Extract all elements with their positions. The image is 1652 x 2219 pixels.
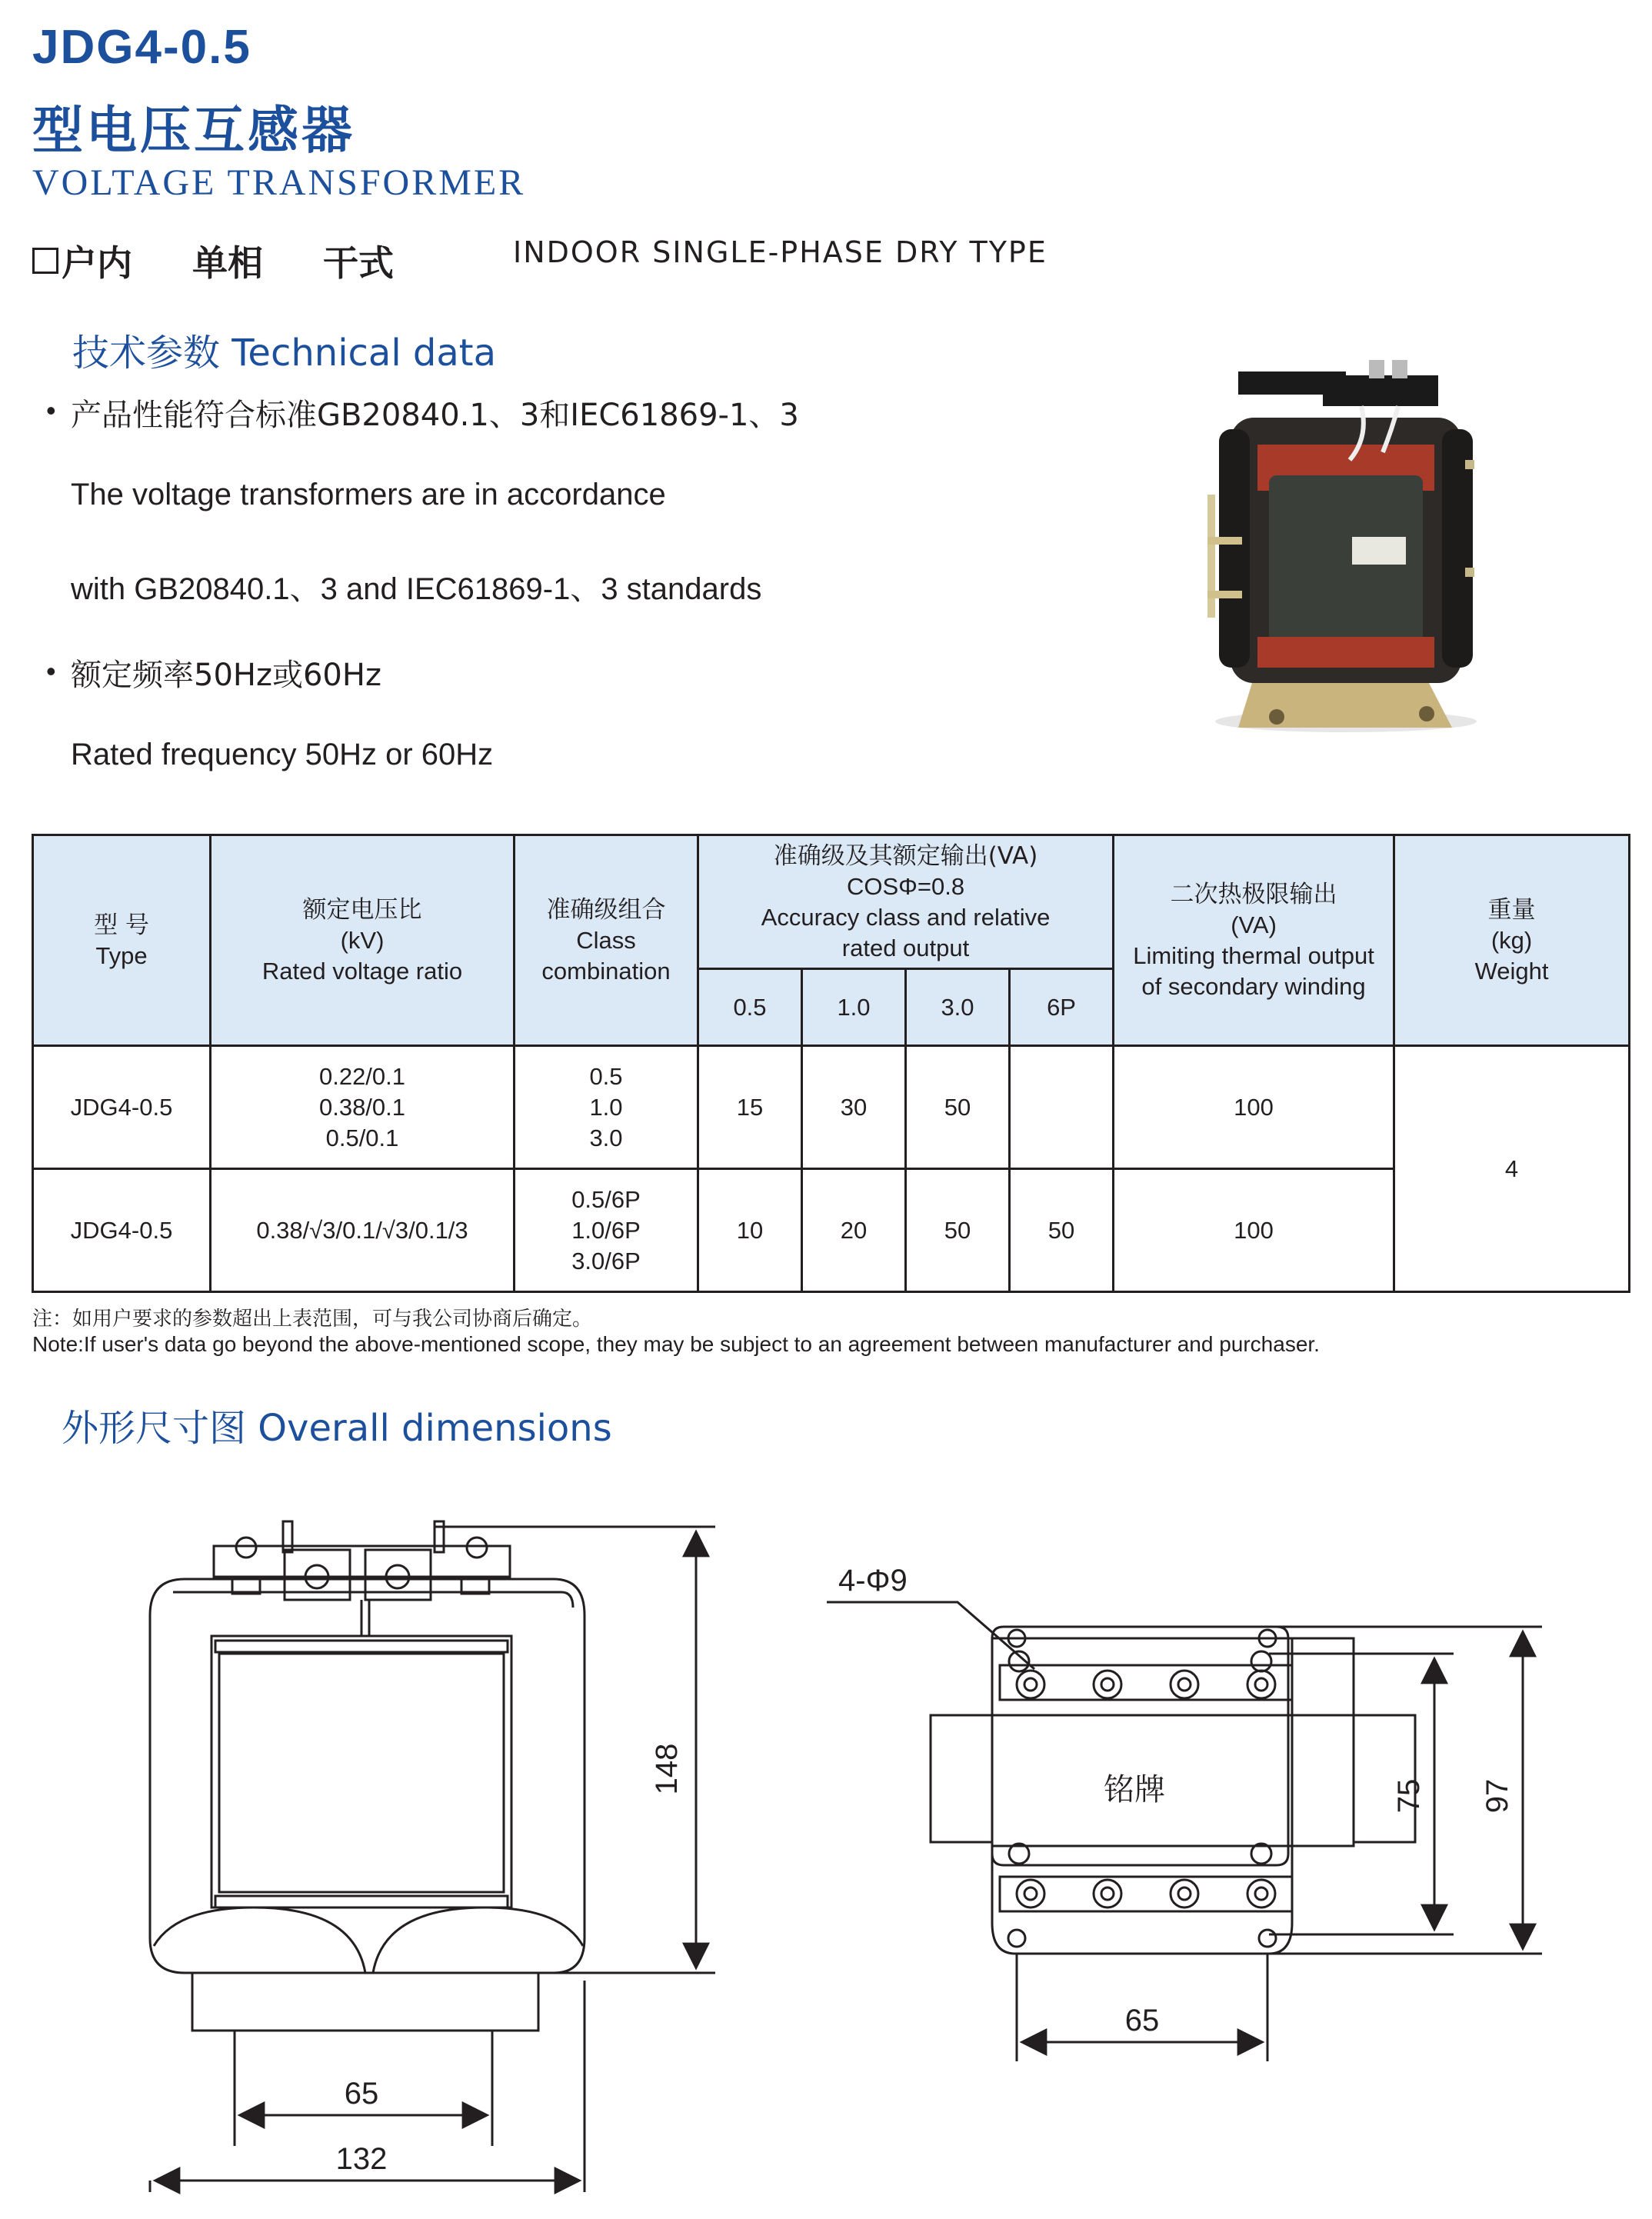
type-indoor: 户内 — [62, 242, 132, 284]
cell-thermal: 100 — [1114, 1169, 1394, 1292]
cell-output-6p — [1010, 1046, 1114, 1169]
note-en: Note:If user's data go beyond the above-mentioned scope, they may be subject to an agreement between manufacturer and purchaser. — [32, 1332, 1320, 1356]
checkbox-icon — [32, 248, 58, 274]
tech-line-3: with GB20840.1、3 and IEC61869-1、3 standards — [71, 572, 762, 606]
bullet-1: • — [46, 395, 56, 426]
dim-depth-97: 97 — [1480, 1778, 1514, 1814]
type-dry: 干式 — [323, 242, 394, 284]
th-class: 准确级组合 Class combination — [515, 835, 698, 1046]
th-ratio: 额定电压比 (kV) Rated voltage ratio — [211, 835, 515, 1046]
dim-height-148: 148 — [650, 1743, 684, 1795]
th-acc-3.0: 3.0 — [906, 969, 1010, 1046]
cell-thermal: 100 — [1114, 1046, 1394, 1169]
nameplate-label: 铭牌 — [1104, 1772, 1165, 1808]
table-row — [33, 1046, 1630, 1169]
th-weight: 重量 (kg) Weight — [1394, 835, 1630, 1046]
th-acc-0.5: 0.5 — [698, 969, 802, 1046]
transformer-photo — [1184, 345, 1507, 745]
cell-class: 0.5 1.0 3.0 — [515, 1046, 698, 1169]
technical-heading: 技术参数 Technical data — [72, 332, 497, 375]
th-type: 型 号 Type — [33, 835, 211, 1046]
dimensions-heading: 外形尺寸图 Overall dimensions — [62, 1407, 612, 1450]
th-accuracy: 准确级及其额定输出(VA) COSΦ=0.8 Accuracy class and relative rated output — [698, 835, 1114, 969]
cell-output-3.0: 50 — [906, 1046, 1010, 1169]
tech-line-2: The voltage transformers are in accordance — [71, 478, 666, 511]
product-title-en: VOLTAGE TRANSFORMER — [32, 162, 526, 203]
note-zh: 注：如用户要求的参数超出上表范围，可与我公司协商后确定。 — [32, 1308, 593, 1331]
front-view-drawing — [150, 1521, 585, 2031]
spec-table — [32, 834, 1630, 1293]
dim-inner-65: 65 — [344, 2077, 379, 2111]
cell-output-6p: 50 — [1010, 1169, 1114, 1292]
th-acc-1.0: 1.0 — [802, 969, 906, 1046]
cell-class: 0.5/6P 1.0/6P 3.0/6P — [515, 1169, 698, 1292]
top-view-drawing — [931, 1627, 1415, 1954]
cell-output-0.5: 10 — [698, 1169, 802, 1292]
cell-output-1.0: 20 — [802, 1169, 906, 1292]
dim-holes: 4-Φ9 — [838, 1564, 908, 1598]
dim-width-65: 65 — [1124, 2004, 1160, 2037]
bullet-2: • — [46, 655, 56, 687]
type-line-en: INDOOR SINGLE-PHASE DRY TYPE — [513, 235, 1047, 269]
dimension-drawings — [0, 1492, 1652, 2219]
cell-type: JDG4-0.5 — [33, 1169, 211, 1292]
cell-output-3.0: 50 — [906, 1169, 1010, 1292]
tech-line-5: Rated frequency 50Hz or 60Hz — [71, 738, 494, 771]
product-title-zh: 型电压互感器 — [32, 101, 355, 160]
cell-weight: 4 — [1394, 1046, 1630, 1292]
th-acc-6p: 6P — [1010, 969, 1114, 1046]
cell-ratio: 0.22/0.1 0.38/0.1 0.5/0.1 — [211, 1046, 515, 1169]
dim-span-75: 75 — [1392, 1778, 1426, 1814]
cell-type: JDG4-0.5 — [33, 1046, 211, 1169]
cell-ratio: 0.38/√3/0.1/√3/0.1/3 — [211, 1169, 515, 1292]
type-single-phase: 单相 — [192, 242, 263, 284]
cell-output-1.0: 30 — [802, 1046, 906, 1169]
th-thermal: 二次热极限输出 (VA) Limiting thermal output of secondary winding — [1114, 835, 1394, 1046]
tech-line-4: 额定频率50Hz或60Hz — [71, 658, 381, 693]
tech-line-1: 产品性能符合标准GB20840.1、3和IEC61869-1、3 — [71, 398, 799, 433]
type-line — [32, 235, 454, 286]
cell-output-0.5: 15 — [698, 1046, 802, 1169]
dim-width-132: 132 — [335, 2142, 388, 2176]
table-row — [33, 1169, 1630, 1292]
model-title: JDG4-0.5 — [32, 21, 251, 74]
